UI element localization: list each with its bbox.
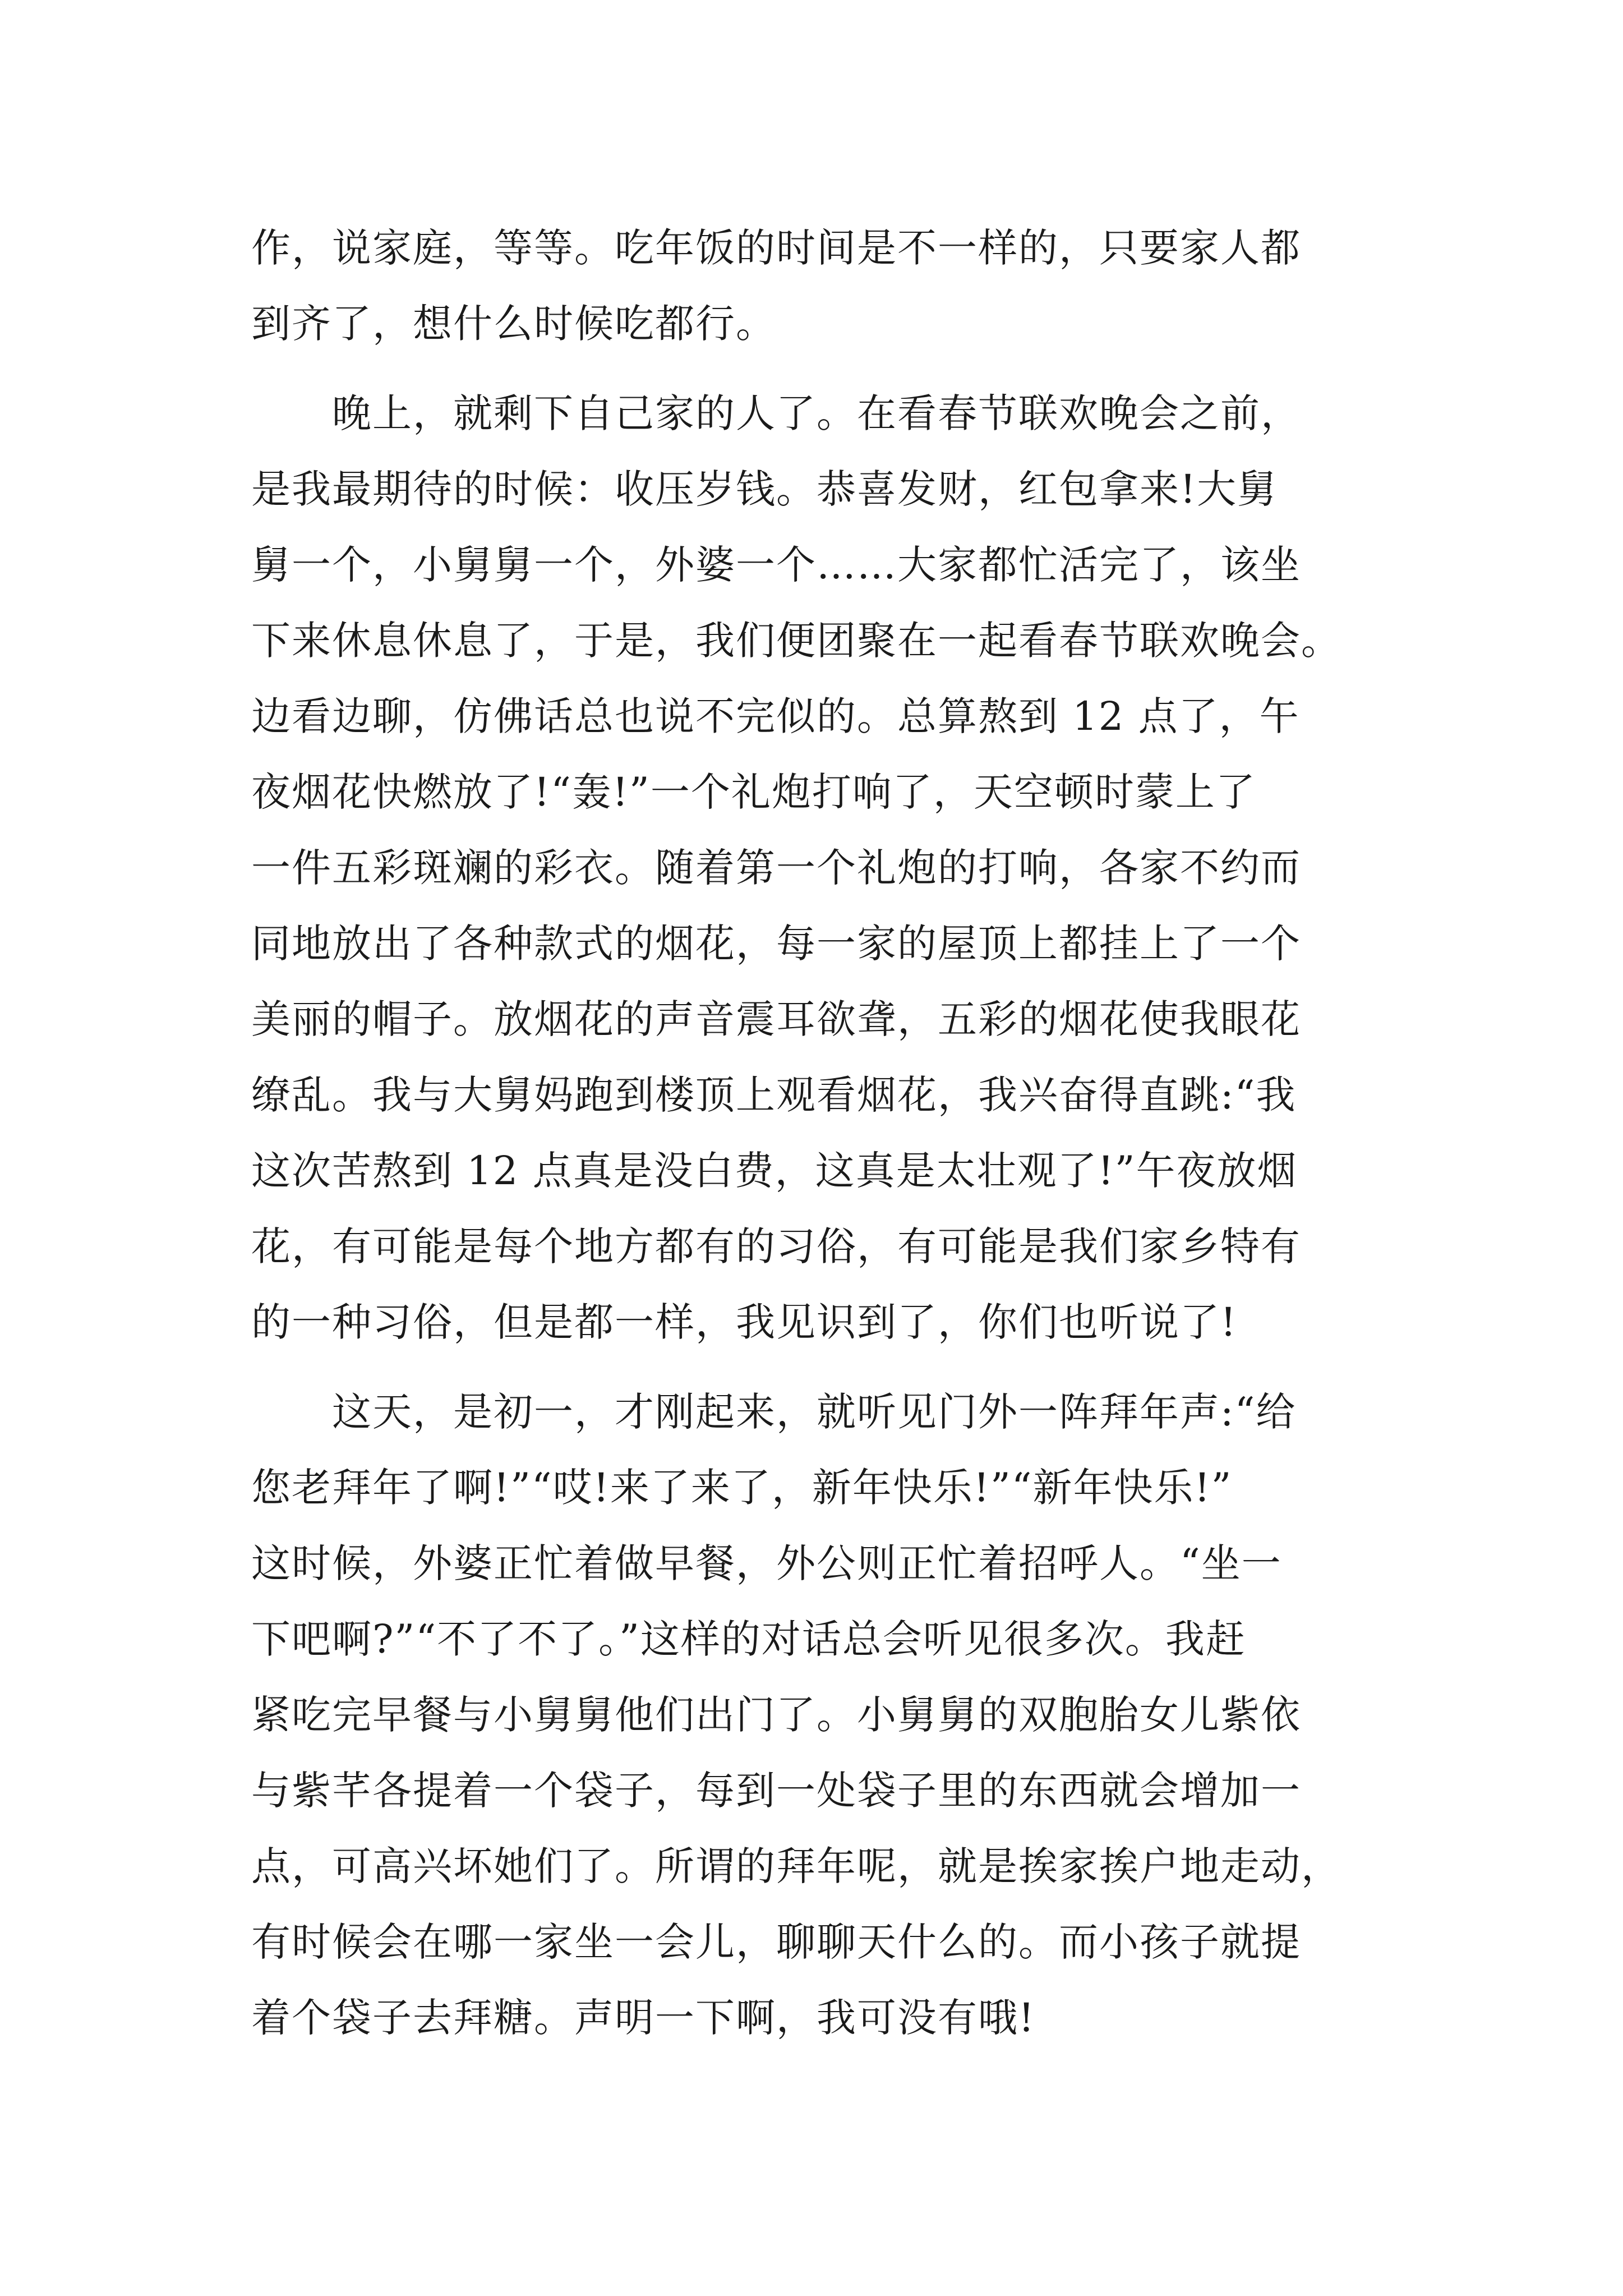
text-line: 的一种习俗，但是都一样，我见识到了，你们也听说了! — [251, 1299, 1238, 1345]
text-line: 同地放出了各种款式的烟花，每一家的屋顶上都挂上了一个 — [251, 921, 1301, 967]
text-line: 夜烟花快燃放了!“轰!”一个礼炮打响了，天空顿时蒙上了 — [251, 769, 1256, 815]
text-line: 有时候会在哪一家坐一会儿，聊聊天什么的。而小孩子就提 — [251, 1919, 1301, 1965]
text-line: 点，可高兴坏她们了。所谓的拜年呢，就是挨家挨户地走动， — [251, 1843, 1341, 1889]
text-line: 您老拜年了啊!”“哎!来了来了，新年快乐!”“新年快乐!” — [251, 1465, 1233, 1511]
body-text — [251, 210, 1395, 2056]
paragraph-gap — [251, 1360, 1395, 1374]
text-line: 边看边聊，仿佛话总也说不完似的。总算熬到 12 点了，午 — [251, 693, 1300, 739]
paragraph-gap — [251, 362, 1395, 376]
text-line: 是我最期待的时候：收压岁钱。恭喜发财，红包拿来!大舅 — [251, 466, 1278, 512]
text-line: 作，说家庭，等等。吃年饭的时间是不一样的，只要家人都 — [251, 225, 1301, 271]
text-line: 晚上，就剩下自己家的人了。在看春节联欢晚会之前， — [251, 390, 1301, 436]
text-line: 到齐了，想什么时候吃都行。 — [251, 301, 776, 347]
text-line: 着个袋子去拜糖。声明一下啊，我可没有哦! — [251, 1995, 1036, 2041]
text-line: 美丽的帽子。放烟花的声音震耳欲聋，五彩的烟花使我眼花 — [251, 996, 1301, 1042]
text-line: 下吧啊?”“不了不了。”这样的对话总会听见很多次。我赶 — [251, 1616, 1246, 1662]
text-line: 这时候，外婆正忙着做早餐，外公则正忙着招呼人。“坐一 — [251, 1540, 1282, 1586]
text-line: 缭乱。我与大舅妈跑到楼顶上观看烟花，我兴奋得直跳:“我 — [251, 1072, 1297, 1118]
text-line: 这天，是初一，才刚起来，就听见门外一阵拜年声:“给 — [251, 1389, 1297, 1435]
text-line: 舅一个，小舅舅一个，外婆一个……大家都忙活完了，该坐 — [251, 542, 1301, 588]
text-line: 紧吃完早餐与小舅舅他们出门了。小舅舅的双胞胎女儿紫依 — [251, 1692, 1301, 1738]
text-line: 一件五彩斑斓的彩衣。随着第一个礼炮的打响，各家不约而 — [251, 845, 1301, 891]
text-line: 与紫芊各提着一个袋子，每到一处袋子里的东西就会增加一 — [251, 1768, 1301, 1814]
text-line: 这次苦熬到 12 点真是没白费，这真是太壮观了!”午夜放烟 — [251, 1148, 1298, 1194]
text-line: 下来休息休息了，于是，我们便团聚在一起看春节联欢晚会。 — [251, 618, 1341, 664]
text-line: 花，有可能是每个地方都有的习俗，有可能是我们家乡特有 — [251, 1223, 1301, 1269]
